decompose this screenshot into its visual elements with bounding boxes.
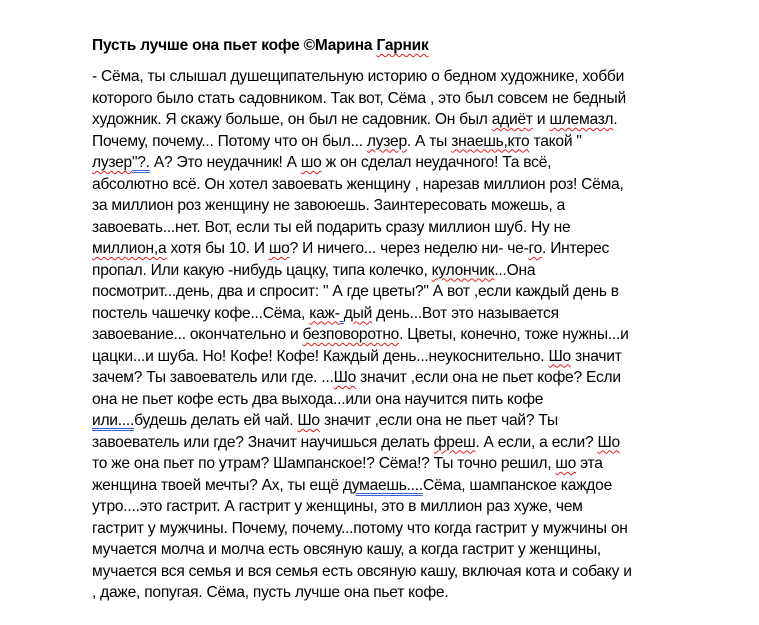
paragraph-line[interactable] (92, 109, 632, 131)
text-run: Сёма, шампанское каждое (422, 476, 612, 494)
spelling-flagged-word[interactable]: дый (343, 304, 373, 322)
text-run: то же она пьет по утрам? Шампанское!? Сёма!? Ты точно решил, (92, 455, 556, 472)
text-run: ж он сделал неудачного! Та всё, (321, 154, 552, 171)
paragraph-line[interactable] (92, 475, 632, 497)
text-run: . Цветы, конечно, тоже нужны...и (399, 326, 629, 343)
spelling-flagged-word[interactable]: шлемазл (549, 111, 614, 128)
spelling-flagged-word[interactable]: Шо (548, 347, 571, 365)
text-run: . (613, 111, 618, 128)
text-run: абсолютно всё. Он хотел завоевать женщину , нарезав миллион роз! Сёма, (92, 175, 624, 193)
paragraph-line[interactable] (92, 152, 632, 174)
text-run: она не пьет кофе есть два выхода...или она научится пить кофе (92, 390, 544, 408)
text-run: Пусть лучше она пьет кофе ©Марина (92, 37, 377, 54)
paragraph-line[interactable] (92, 303, 632, 325)
paragraph-line[interactable] (92, 88, 632, 110)
paragraph-line[interactable] (92, 195, 632, 217)
text-run: утро....это гастрит. А гастрит у женщины, это в миллион раз хуже, чем (92, 498, 583, 515)
text-run: значит ,если она не пьет чай? Ты (319, 412, 558, 429)
grammar-flagged-text[interactable]: думаешь.... (342, 476, 423, 494)
paragraph-line[interactable] (92, 582, 632, 604)
paragraph-line[interactable] (92, 389, 632, 411)
spelling-flagged-word[interactable]: лузер (366, 132, 407, 150)
text-run: женщина твоей мечты? Ах, ты ещё (92, 476, 343, 494)
spelling-flagged-word[interactable]: го (528, 240, 543, 257)
spelling-flagged-word[interactable]: шо (268, 240, 290, 257)
spelling-flagged-word[interactable]: шо (555, 455, 577, 472)
text-run: завоевание... окончательно и (92, 326, 303, 343)
paragraph-line[interactable] (92, 131, 632, 153)
document-body[interactable] (92, 66, 632, 604)
text-run: , даже, попугая. Сёма, пусть лучше она пьет кофе. (92, 584, 449, 601)
paragraph-line[interactable] (92, 281, 632, 303)
paragraph-line[interactable] (92, 260, 632, 282)
text-run: . Интерес (542, 240, 610, 257)
text-run: посмотрит...день, два и спросит: " А где цветы?" А вот ,если каждый день в (92, 283, 619, 300)
text-run: зачем? Ты завоеватель или где. ... (92, 369, 334, 386)
paragraph-line[interactable] (92, 539, 632, 561)
paragraph-line[interactable] (92, 367, 632, 389)
document-title[interactable] (92, 37, 429, 55)
spelling-flagged-word[interactable]: Шо (297, 412, 320, 429)
text-run: ...Она (494, 261, 536, 279)
text-run: мучается молча и молча есть овсяную кашу, а когда гастрит у женщины, (92, 541, 601, 558)
spelling-flagged-word[interactable]: шо (300, 154, 322, 171)
text-run: день...Вот это называется (372, 304, 559, 322)
paragraph-line[interactable] (92, 324, 632, 346)
text-run: художник. Я скажу больше, он был не садовник. Он был (92, 111, 492, 128)
paragraph-line[interactable] (92, 66, 632, 88)
paragraph-line[interactable] (92, 174, 632, 196)
paragraph-line[interactable] (92, 410, 632, 432)
spelling-flagged-word[interactable]: Шо (597, 433, 620, 451)
spelling-flagged-word[interactable]: лузер (92, 154, 132, 171)
text-run: будешь делать ей чай. (134, 412, 298, 429)
spelling-flagged-word[interactable]: Гарник (376, 37, 429, 54)
text-run: постель чашечку кофе...Сёма, (92, 304, 310, 322)
text-run: пропал. Или какую -нибудь цацку, типа колечко, (92, 261, 432, 279)
spelling-flagged-word[interactable]: безповоротно (302, 326, 400, 343)
spelling-flagged-word[interactable]: Шо (333, 369, 357, 386)
paragraph-line[interactable] (92, 453, 632, 475)
text-run: значит (570, 347, 622, 365)
grammar-flagged-text[interactable]: "?. (131, 154, 150, 171)
text-run: мучается вся семья и вся семья есть овсяную кашу, включая кота и собаку и (92, 562, 632, 580)
text-run: . А если, а если? (475, 433, 598, 451)
paragraph-line[interactable] (92, 217, 632, 239)
paragraph-line[interactable] (92, 496, 632, 518)
text-run: завоеватель или где? Значит научишься делать (92, 433, 434, 451)
text-run: эта (576, 455, 603, 472)
text-run: . А ты (406, 132, 452, 150)
text-run: значит ,если она не пьет кофе? Если (356, 369, 621, 386)
text-run: за миллион роз женщину не завоюешь. Заинтересовать можешь, а (92, 197, 566, 214)
text-run: гастрит у мужчины. Почему, почему...потому что когда гастрит у мужчины он (92, 519, 628, 537)
grammar-flagged-text[interactable]: или.... (92, 412, 135, 429)
text-run: хотя бы 10. И (166, 240, 269, 257)
paragraph-line[interactable] (92, 238, 632, 260)
spelling-flagged-word[interactable]: фреш (433, 433, 476, 451)
text-run: такой " (529, 132, 582, 150)
text-run: - Сёма, ты слышал душещипательную историю о бедном художнике, хобби (92, 68, 625, 85)
spelling-flagged-word[interactable]: адиёт (491, 111, 533, 128)
spelling-flagged-word[interactable]: кулончик (431, 261, 495, 279)
text-run: цацки...и шуба. Но! Кофе! Кофе! Каждый день...неукоснительно. (92, 347, 549, 365)
text-run: завоевать...нет. Вот, если ты ей подарить сразу миллион шуб. Ну не (92, 218, 571, 236)
paragraph-line[interactable] (92, 561, 632, 583)
spelling-flagged-word[interactable]: миллион,а (92, 240, 167, 257)
text-run: Почему, почему... Потому что он был... (92, 132, 367, 150)
text-run: ? И ничего... через неделю ни- че- (289, 240, 529, 257)
paragraph-line[interactable] (92, 346, 632, 368)
paragraph-line[interactable] (92, 518, 632, 540)
text-run: которого было стать садовником. Так вот, Сёма , это был совсем не бедный (92, 89, 626, 107)
spelling-flagged-word[interactable]: знаешь,кто (451, 132, 530, 150)
text-run: и (532, 111, 550, 128)
spelling-flagged-word[interactable]: каж- (309, 304, 340, 322)
text-run: А? Это неудачник! А (149, 154, 301, 171)
paragraph-line[interactable] (92, 432, 632, 454)
